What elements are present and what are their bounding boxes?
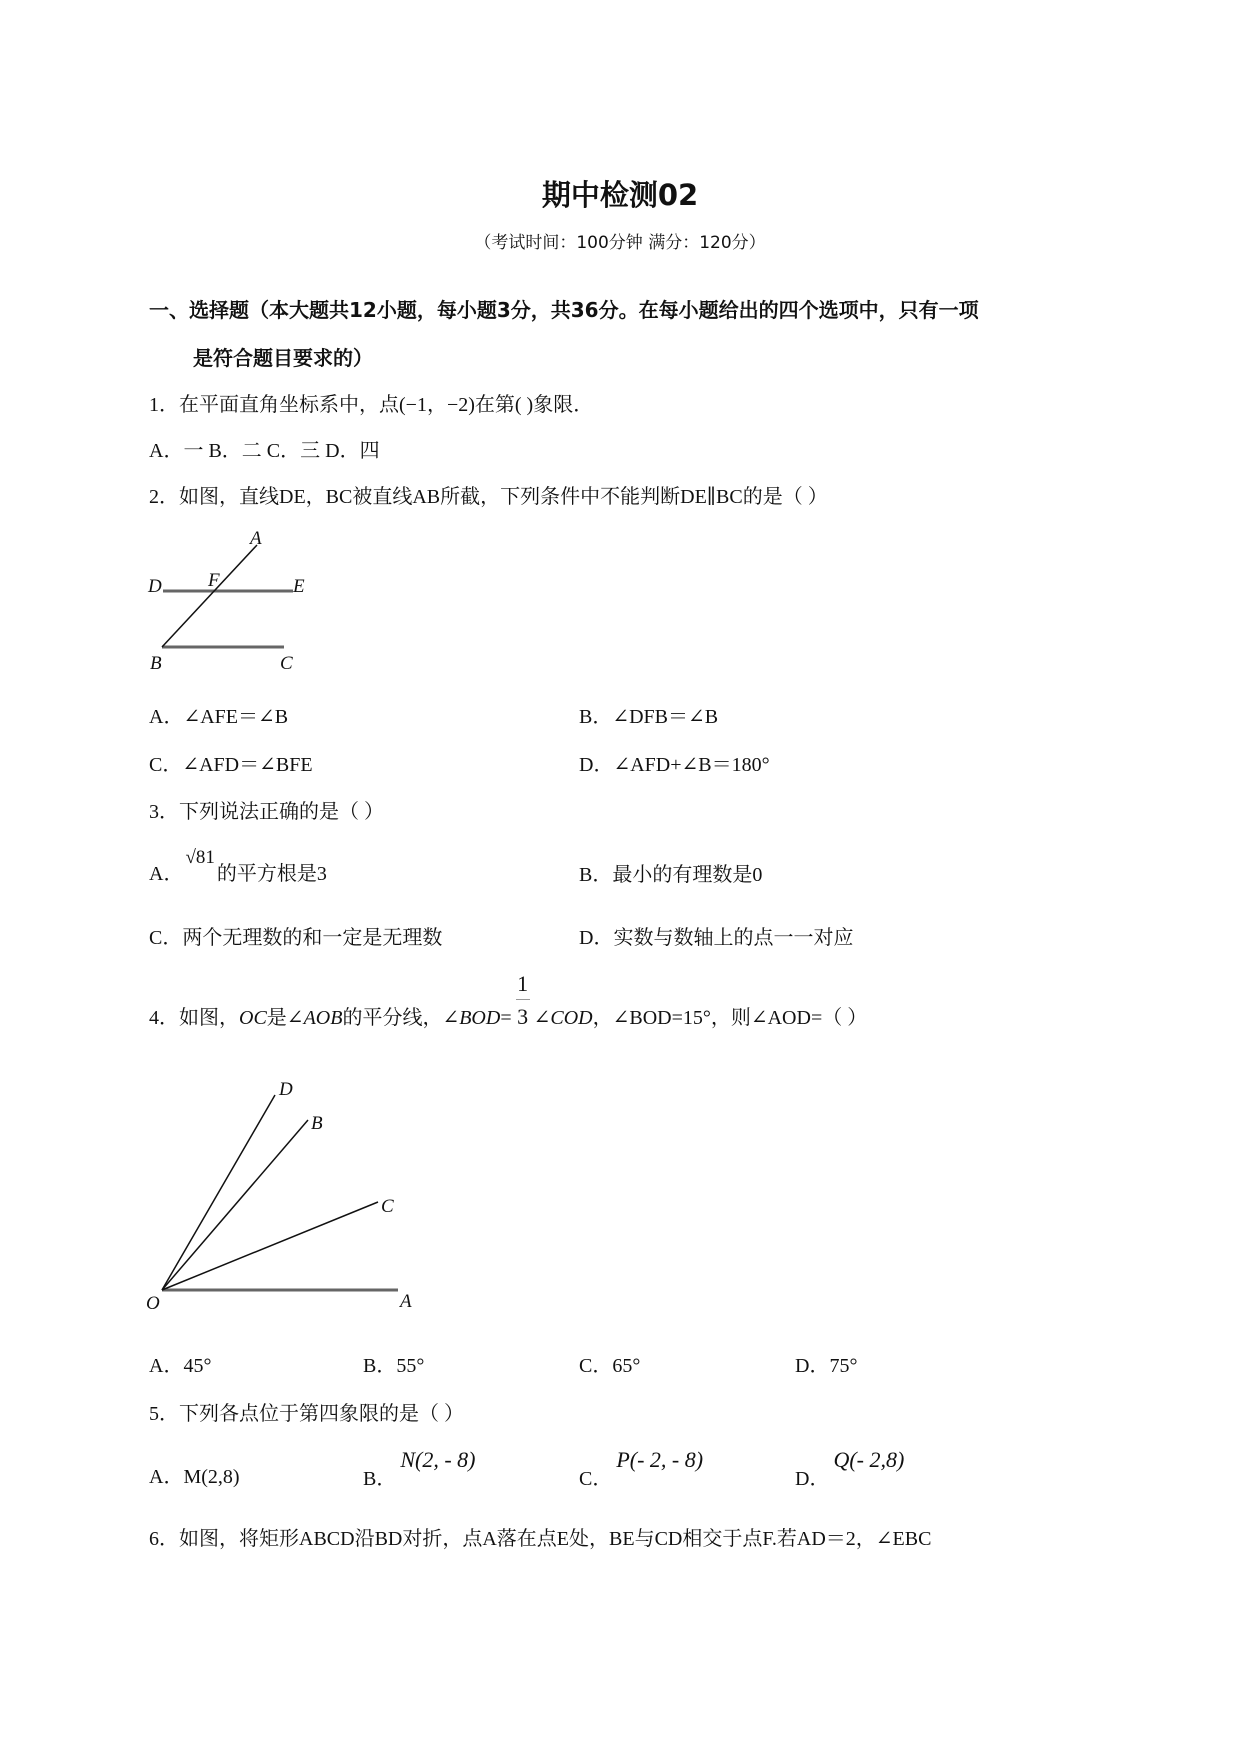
q4-stem-part: 4．如图， (149, 1007, 239, 1029)
label-B: B (150, 653, 162, 674)
label-B: B (311, 1113, 323, 1134)
q2-option-d: D．∠AFD+∠B＝180° (579, 754, 770, 776)
exam-info: （考试时间：100分钟 满分：120分） (474, 233, 766, 253)
section-heading-line2: 是符合题目要求的） (193, 346, 373, 370)
option-math: N(2, - 8) (400, 1447, 476, 1472)
q2-option-b: B．∠DFB＝∠B (579, 706, 719, 728)
q1-options: A．一 B．二 C．三 D．四 (149, 440, 380, 462)
q5-option-a (149, 1467, 240, 1487)
q4-eq: = (500, 1007, 512, 1029)
q5-option-b (363, 1449, 476, 1489)
q2-stem: 2．如图，直线DE，BC被直线AB所截，下列条件中不能判断DE∥BC的是（ ） (149, 486, 828, 508)
fraction-numerator: 1 (517, 971, 529, 996)
option-math: P(- 2, - 8) (616, 1447, 704, 1472)
q4-option-b: B．55° (363, 1355, 425, 1377)
fraction-denominator: 3 (517, 1004, 529, 1029)
q4-option-c: C．65° (579, 1355, 641, 1377)
q1-stem: 1．在平面直角坐标系中，点(−1，−2)在第( )象限． (149, 394, 594, 416)
q4-option-a: A．45° (149, 1355, 212, 1377)
label-C: C (381, 1196, 394, 1217)
q2-figure (147, 528, 305, 674)
q4-oc: OC (239, 1007, 267, 1029)
q4-cod: ∠COD (533, 1007, 593, 1029)
q4-stem-rest: ，∠BOD=15°，则∠AOD=（ ） (592, 1007, 868, 1029)
q2-option-a: A．∠AFE＝∠B (149, 706, 289, 728)
q3-option-a-prefix: A． (149, 863, 184, 885)
q3-option-b: B．最小的有理数是0 (579, 864, 763, 886)
label-A: A (250, 528, 262, 549)
label-F: F (208, 570, 220, 591)
label-C: C (280, 653, 293, 674)
q4-option-d: D．75° (795, 1355, 858, 1377)
q4-stem-part: 是∠ (266, 1007, 304, 1029)
q5-option-c (579, 1449, 703, 1489)
q4-stem-part: 的平分线，∠ (342, 1007, 460, 1029)
q5-stem: 5．下列各点位于第四象限的是（ ） (149, 1403, 464, 1425)
label-D: D (279, 1079, 293, 1100)
q3-option-a-text: 的平方根是3 (216, 863, 327, 885)
label-O: O (146, 1293, 160, 1314)
label-E: E (293, 576, 305, 597)
q3-sqrt81: √81 (185, 847, 215, 868)
q4-bod: BOD (459, 1007, 501, 1029)
q3-stem: 3．下列说法正确的是（ ） (149, 801, 384, 823)
q3-option-d: D．实数与数轴上的点一一对应 (579, 927, 854, 949)
option-prefix: D． (795, 1468, 830, 1490)
label-D: D (148, 576, 162, 597)
q4-aob: AOB (303, 1007, 343, 1029)
q4-stem (149, 973, 867, 1028)
label-A: A (400, 1291, 412, 1312)
page-title: 期中检测02 (541, 178, 699, 212)
option-prefix: B． (363, 1468, 397, 1490)
q4-figure (146, 1079, 412, 1314)
option-math: M(2,8) (183, 1466, 240, 1488)
q2-option-c: C．∠AFD＝∠BFE (149, 754, 313, 776)
q6-stem: 6．如图，将矩形ABCD沿BD对折，点A落在点E处，BE与CD相交于点F.若AD＝2，∠EBC (149, 1528, 932, 1550)
option-prefix: C． (579, 1468, 613, 1490)
q5-option-d (795, 1449, 904, 1489)
q4-fraction (516, 973, 530, 1028)
q3-option-c: C．两个无理数的和一定是无理数 (149, 927, 443, 949)
option-prefix: A． (149, 1466, 184, 1488)
option-math: Q(- 2,8) (833, 1447, 905, 1472)
section-heading-line1: 一、选择题（本大题共12小题，每小题3分，共36分。在每小题给出的四个选项中，只有一项 (149, 298, 979, 322)
q3-option-a (149, 848, 327, 884)
